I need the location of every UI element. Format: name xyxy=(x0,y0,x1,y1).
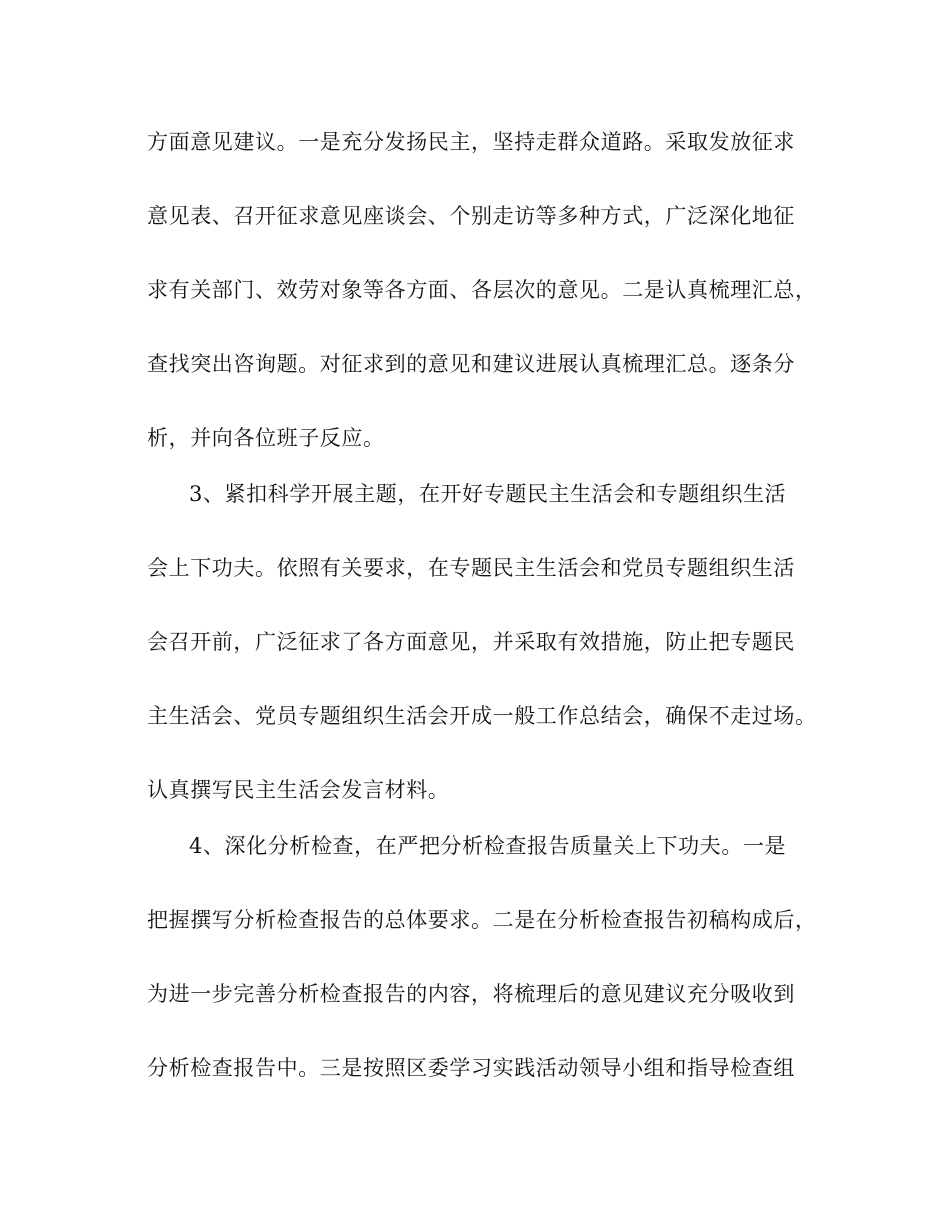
paragraph-line: 析，并向各位班子反应。 xyxy=(147,426,385,450)
paragraph-line: 查找突出咨询题。对征求到的意见和建议进展认真梳理汇总。逐条分 xyxy=(147,352,795,376)
paragraph-line: 方面意见建议。一是充分发扬民主，坚持走群众道路。采取发放征求 xyxy=(147,130,795,154)
paragraph-line: 分析检查报告中。三是按照区委学习实践活动领导小组和指导检查组 xyxy=(147,1056,795,1080)
paragraph-line: 把握撰写分析检查报告的总体要求。二是在分析检查报告初稿构成后， xyxy=(147,908,817,932)
paragraph-line: 4、深化分析检查，在严把分析检查报告质量关上下功夫。一是 xyxy=(189,834,787,858)
paragraph-line: 意见表、召开征求意见座谈会、个别走访等多种方式，广泛深化地征 xyxy=(147,204,795,228)
paragraph-line: 认真撰写民主生活会发言材料。 xyxy=(147,778,450,802)
paragraph-line: 为进一步完善分析检查报告的内容，将梳理后的意见建议充分吸收到 xyxy=(147,982,795,1006)
paragraph-line: 会召开前，广泛征求了各方面意见，并采取有效措施，防止把专题民 xyxy=(147,630,795,654)
paragraph-line: 主生活会、党员专题组织生活会开成一般工作总结会，确保不走过场。 xyxy=(147,704,817,728)
paragraph-line: 会上下功夫。依照有关要求，在专题民主生活会和党员专题组织生活 xyxy=(147,556,795,580)
paragraph-line: 3、紧扣科学开展主题，在开好专题民主生活会和专题组织生活 xyxy=(189,482,787,506)
paragraph-line: 求有关部门、效劳对象等各方面、各层次的意见。二是认真梳理汇总， xyxy=(147,278,817,302)
